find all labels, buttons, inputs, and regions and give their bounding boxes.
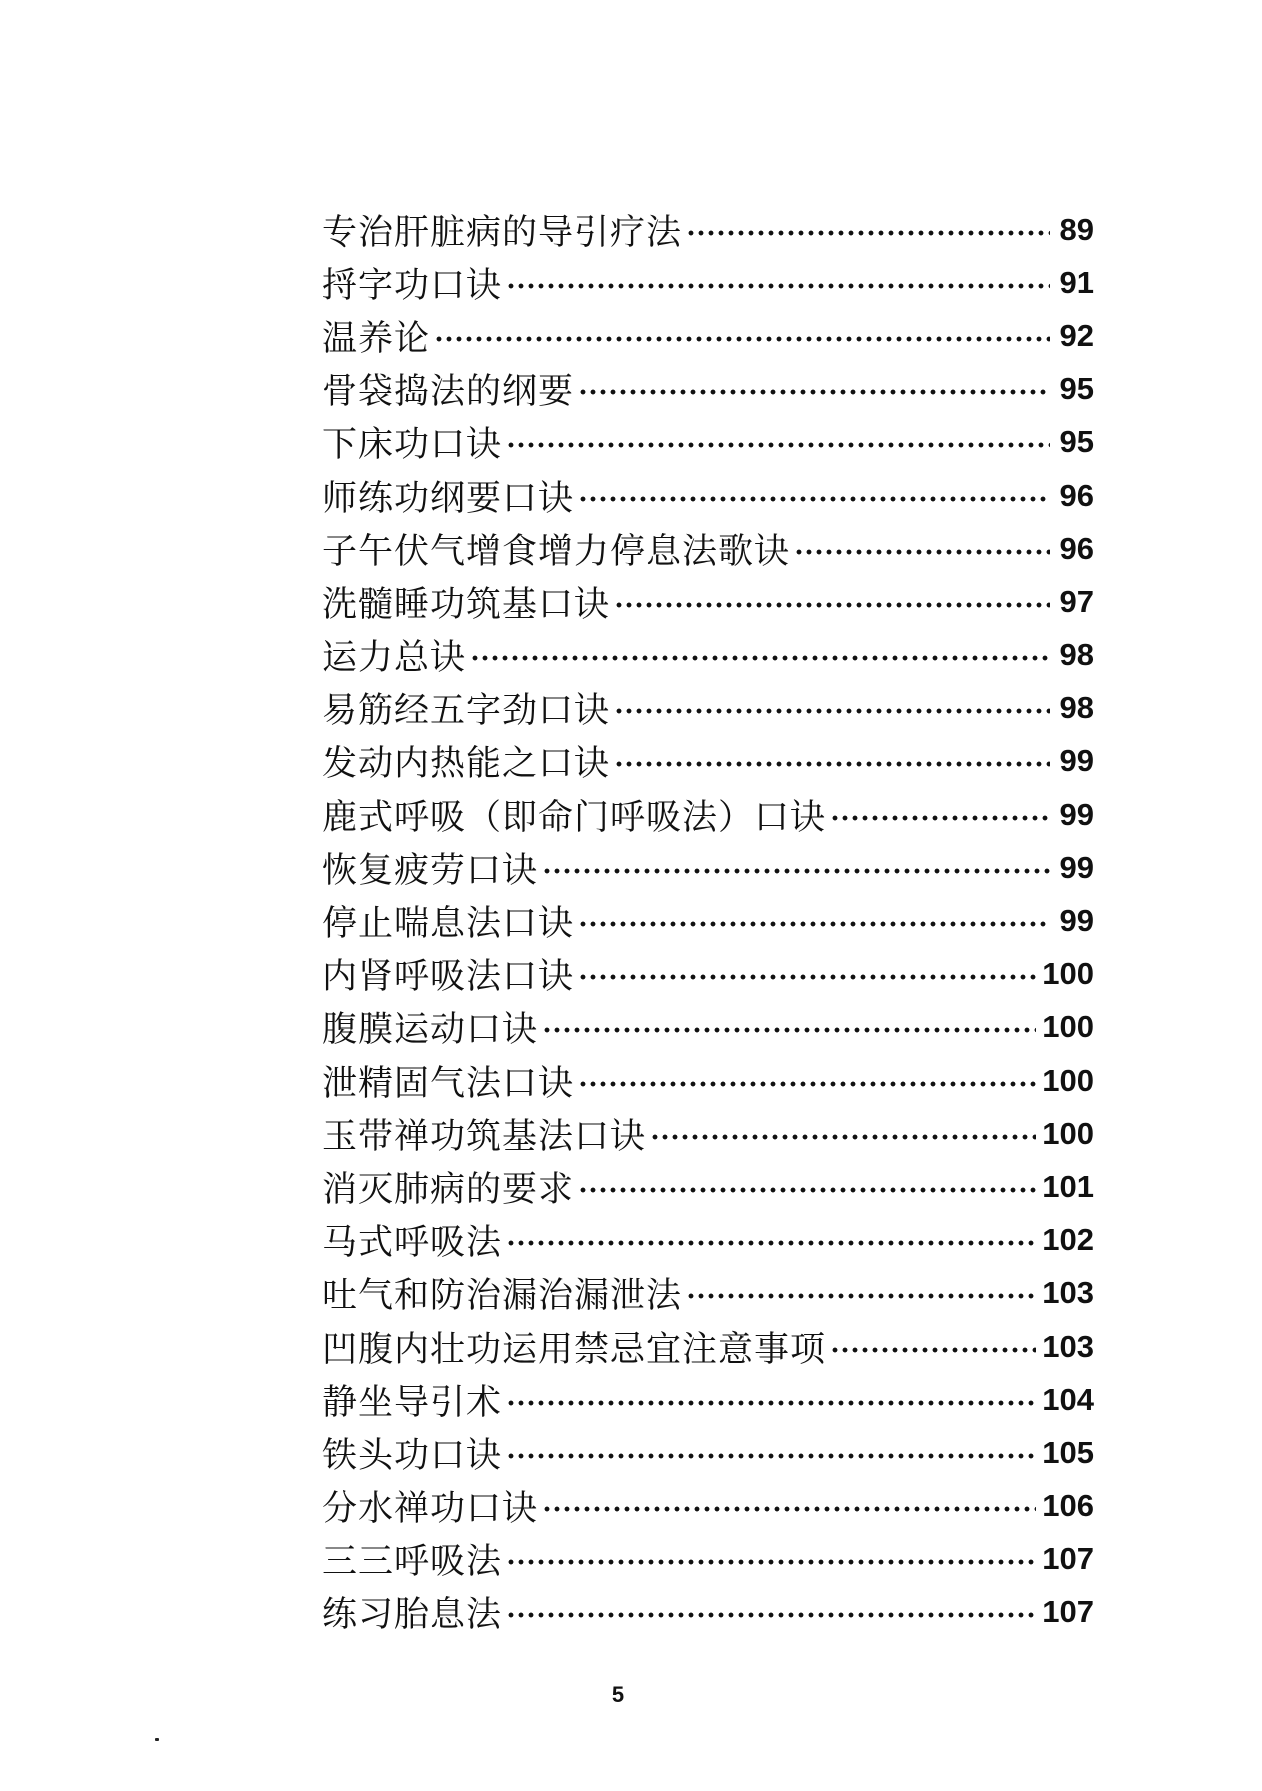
dot-leader: [614, 708, 1050, 714]
toc-entry-page-number: 99: [1059, 903, 1094, 939]
toc-entry: [322, 841, 1094, 894]
toc-entry: [322, 1586, 1094, 1639]
toc-entry-title: 子午伏气增食增力停息法歌诀: [322, 531, 791, 572]
toc-entry-title: 铁头功口诀: [322, 1435, 503, 1476]
dot-leader: [578, 974, 1036, 980]
dot-leader: [506, 1240, 1036, 1246]
toc-entry: [322, 1480, 1094, 1533]
toc-entry: [322, 1267, 1094, 1320]
toc-entry-page-number: 105: [1042, 1434, 1094, 1470]
dot-leader: [578, 1187, 1036, 1193]
dot-leader: [506, 1453, 1036, 1459]
toc-entry-page-number: 99: [1059, 743, 1094, 779]
toc-entry-title: 泄精固气法口诀: [322, 1063, 575, 1104]
toc-entry: [322, 256, 1094, 309]
toc-entry-title: 三三呼吸法: [322, 1542, 503, 1583]
toc-entry-title: 恢复疲劳口诀: [322, 850, 539, 891]
toc-entry-page-number: 99: [1059, 796, 1094, 832]
toc-entry: [322, 1426, 1094, 1479]
dot-leader: [578, 389, 1050, 395]
toc-entry: [322, 522, 1094, 575]
toc-entry: [322, 1320, 1094, 1373]
toc-entry-page-number: 96: [1059, 530, 1094, 566]
dot-leader: [830, 1347, 1036, 1353]
toc-entry-title: 师练功纲要口诀: [322, 478, 575, 519]
toc-entry: [322, 469, 1094, 522]
toc-entry-page-number: 100: [1042, 956, 1094, 992]
toc-entry-page-number: 107: [1042, 1594, 1094, 1630]
toc-entry-title: 运力总诀: [322, 638, 467, 679]
page-number: 5: [611, 1682, 625, 1707]
toc-entry: [322, 1533, 1094, 1586]
toc-entry-page-number: 106: [1042, 1488, 1094, 1524]
table-of-contents: [322, 203, 1094, 1639]
dot-leader: [542, 1506, 1036, 1512]
toc-entry-page-number: 98: [1059, 637, 1094, 673]
toc-entry-page-number: 107: [1042, 1541, 1094, 1577]
toc-entry: [322, 682, 1094, 735]
toc-entry: [322, 416, 1094, 469]
dot-leader: [506, 1400, 1036, 1406]
toc-entry-title: 腹膜运动口诀: [322, 1010, 539, 1051]
toc-entry-page-number: 103: [1042, 1275, 1094, 1311]
toc-entry: [322, 788, 1094, 841]
toc-entry-page-number: 89: [1059, 211, 1094, 247]
dot-leader: [434, 336, 1050, 342]
toc-entry-page-number: 99: [1059, 849, 1094, 885]
toc-entry-title: 洗髓睡功筑基口诀: [322, 584, 611, 625]
toc-entry-title: 消灭肺病的要求: [322, 1169, 575, 1210]
toc-entry-title: 易筋经五字劲口诀: [322, 691, 611, 732]
toc-entry: [322, 575, 1094, 628]
scan-speck: [155, 1738, 159, 1741]
dot-leader: [506, 442, 1050, 448]
toc-entry: [322, 1214, 1094, 1267]
toc-entry: [322, 948, 1094, 1001]
toc-entry: [322, 629, 1094, 682]
toc-entry: [322, 1054, 1094, 1107]
toc-entry-title: 温养论: [322, 318, 431, 359]
dot-leader: [650, 1134, 1036, 1140]
dot-leader: [686, 1293, 1036, 1299]
dot-leader: [794, 549, 1050, 555]
toc-entry-page-number: 96: [1059, 477, 1094, 513]
toc-entry-page-number: 92: [1059, 317, 1094, 353]
toc-entry: [322, 203, 1094, 256]
dot-leader: [542, 1027, 1036, 1033]
toc-entry-title: 静坐导引术: [322, 1382, 503, 1423]
dot-leader: [470, 655, 1050, 661]
toc-entry-title: 练习胎息法: [322, 1595, 503, 1636]
dot-leader: [578, 496, 1050, 502]
toc-entry-page-number: 103: [1042, 1328, 1094, 1364]
toc-entry-page-number: 100: [1042, 1062, 1094, 1098]
toc-entry-title: 捋字功口诀: [322, 265, 503, 306]
dot-leader: [578, 1081, 1036, 1087]
toc-entry-title: 停止喘息法口诀: [322, 904, 575, 945]
toc-entry-page-number: 95: [1059, 371, 1094, 407]
dot-leader: [830, 815, 1050, 821]
toc-entry-title: 马式呼吸法: [322, 1223, 503, 1264]
dot-leader: [542, 868, 1050, 874]
toc-entry-title: 下床功口诀: [322, 425, 503, 466]
toc-entry-page-number: 101: [1042, 1168, 1094, 1204]
toc-entry: [322, 894, 1094, 947]
toc-entry: [322, 363, 1094, 416]
dot-leader: [506, 283, 1050, 289]
dot-leader: [506, 1559, 1036, 1565]
toc-entry-title: 鹿式呼吸（即命门呼吸法）口诀: [322, 797, 827, 838]
toc-entry: [322, 1001, 1094, 1054]
toc-entry-page-number: 91: [1059, 264, 1094, 300]
toc-entry-page-number: 100: [1042, 1115, 1094, 1151]
dot-leader: [614, 761, 1050, 767]
toc-entry-title: 专治肝脏病的导引疗法: [322, 212, 683, 253]
toc-entry-page-number: 95: [1059, 424, 1094, 460]
toc-entry: [322, 1373, 1094, 1426]
toc-entry-title: 吐气和防治漏治漏泄法: [322, 1276, 683, 1317]
toc-entry-page-number: 98: [1059, 690, 1094, 726]
dot-leader: [614, 602, 1050, 608]
toc-entry-title: 内肾呼吸法口诀: [322, 957, 575, 998]
dot-leader: [578, 921, 1050, 927]
dot-leader: [506, 1612, 1036, 1618]
toc-entry-page-number: 97: [1059, 583, 1094, 619]
toc-entry: [322, 309, 1094, 362]
toc-entry-title: 分水禅功口诀: [322, 1489, 539, 1530]
toc-entry: [322, 1160, 1094, 1213]
toc-entry-page-number: 100: [1042, 1009, 1094, 1045]
toc-entry: [322, 1107, 1094, 1160]
toc-entry-page-number: 104: [1042, 1381, 1094, 1417]
toc-entry: [322, 735, 1094, 788]
toc-entry-title: 骨袋捣法的纲要: [322, 372, 575, 413]
toc-entry-title: 玉带禅功筑基法口诀: [322, 1116, 647, 1157]
toc-entry-page-number: 102: [1042, 1222, 1094, 1258]
dot-leader: [686, 230, 1050, 236]
toc-entry-title: 发动内热能之口诀: [322, 744, 611, 785]
toc-entry-title: 凹腹内壮功运用禁忌宜注意事项: [322, 1329, 827, 1370]
